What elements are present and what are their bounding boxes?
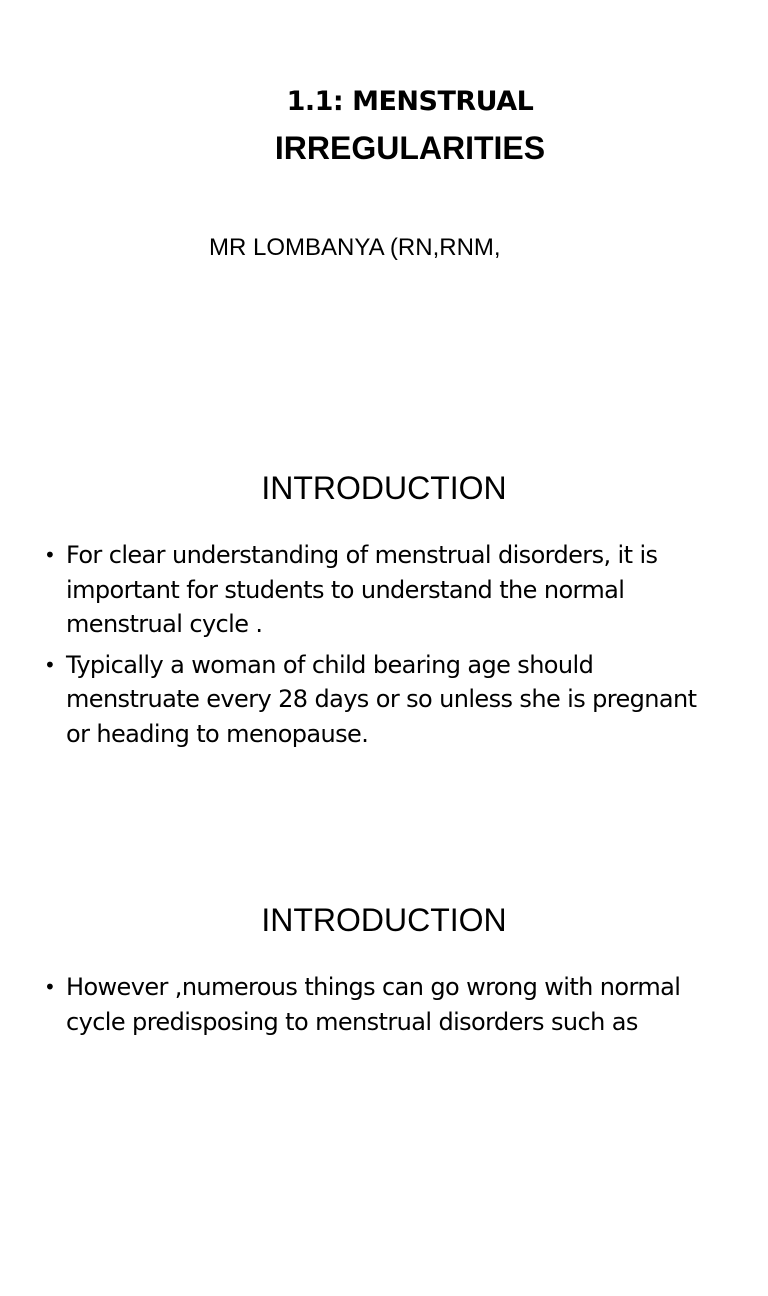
- introduction-slide-2: [0, 864, 768, 1296]
- slide-heading: INTRODUCTION: [261, 902, 507, 938]
- slide-title-line-2: IRREGULARITIES: [274, 130, 546, 166]
- bullet-item: [44, 970, 724, 1039]
- bullet-text: For clear understanding of menstrual disorders, it is important for students to understand the normal menstrual cycle .: [66, 541, 658, 638]
- bullet-icon: •: [44, 543, 56, 567]
- bullet-text: However ,numerous things can go wrong with normal cycle predisposing to menstrual disorders such as: [66, 973, 681, 1036]
- introduction-slide-1: [0, 432, 768, 864]
- bullet-item: [44, 538, 724, 642]
- title-slide: [0, 0, 768, 432]
- bullet-text: Typically a woman of child bearing age should menstruate every 28 days or so unless she is pregnant or heading to menopause.: [66, 650, 697, 748]
- slide-heading: INTRODUCTION: [261, 470, 507, 506]
- presenter-name: MR LOMBANYA (RN,RNM,: [209, 234, 501, 261]
- slide-title-line-1: 1.1: MENSTRUAL: [286, 86, 534, 117]
- bullet-icon: •: [44, 652, 56, 677]
- bullet-list: [44, 970, 724, 1045]
- bullet-list: [44, 538, 724, 757]
- bullet-icon: •: [44, 975, 56, 999]
- bullet-item: [44, 648, 724, 752]
